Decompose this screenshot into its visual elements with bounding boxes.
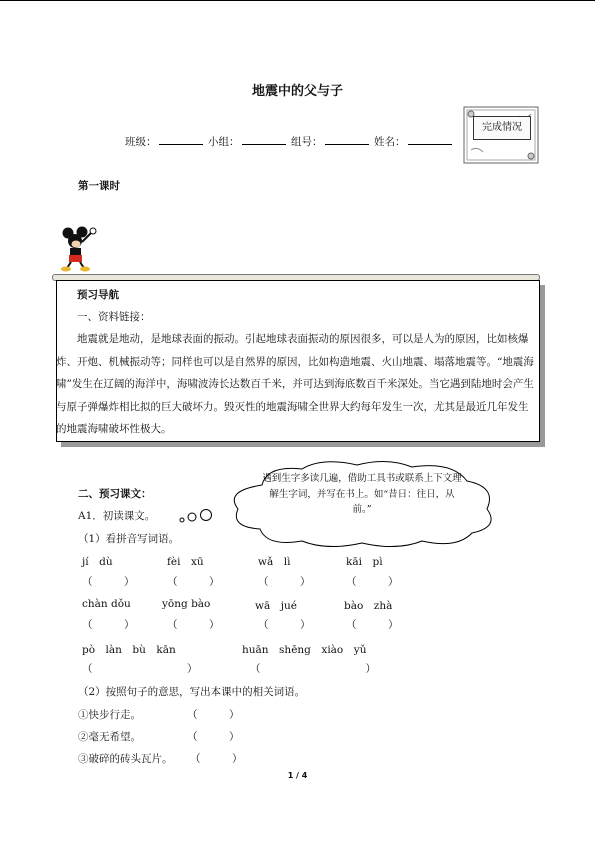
number-blank[interactable] — [325, 144, 369, 145]
name-label: 姓名： — [374, 136, 406, 148]
a1-instruction: A1．初读课文。 — [78, 510, 156, 522]
class-label: 班级： — [125, 136, 157, 148]
top-rule — [0, 0, 595, 1]
completion-status-box — [463, 106, 539, 164]
group-blank[interactable] — [242, 144, 286, 145]
class-blank[interactable] — [159, 144, 203, 145]
page-title: 地震中的父与子 — [251, 84, 343, 99]
item-3-text: ③破碎的砖头瓦片。 — [78, 753, 173, 765]
answer-box-6[interactable]: （ ） — [167, 619, 220, 631]
resource-link-heading: 一、资料链接： — [77, 311, 151, 323]
q1-instruction: （1）看拼音写词语。 — [78, 533, 180, 545]
class-field — [125, 134, 203, 149]
lesson-heading: 第一课时 — [78, 180, 120, 192]
answer-box-10[interactable]: （ ） — [250, 663, 376, 675]
answer-box-4[interactable]: （ ） — [346, 576, 399, 588]
preview-guide-heading: 预习导航 — [77, 289, 119, 301]
number-label: 组号： — [291, 136, 323, 148]
pinyin-9: pò làn bù kān — [82, 644, 176, 656]
pinyin-5: chàn dǒu — [82, 598, 131, 610]
answer-box-5[interactable]: （ ） — [82, 619, 135, 631]
tip-cloud-text: 遇到生字多读几遍，借助工具书或联系上下文理解生字词，并写在书上。如“昔日：往日，从前。” — [262, 473, 462, 515]
group-label: 小组： — [208, 136, 240, 148]
answer-box-8[interactable]: （ ） — [346, 619, 399, 631]
pinyin-2: fèi xū — [167, 556, 204, 568]
answer-box-3[interactable]: （ ） — [258, 576, 311, 588]
answer-box-7[interactable]: （ ） — [258, 619, 311, 631]
mickey-mouse-icon — [58, 226, 98, 272]
tip-cloud — [222, 457, 502, 547]
item-1-answer[interactable]: （ ） — [187, 709, 240, 721]
pinyin-7: wā jué — [255, 600, 297, 612]
number-field — [291, 134, 369, 149]
pinyin-10: huān shēng xiào yǔ — [242, 644, 367, 656]
answer-box-1[interactable]: （ ） — [82, 576, 135, 588]
q2-instruction: （2）按照句子的意思，写出本课中的相关词语。 — [78, 686, 306, 698]
pinyin-4: kāi pì — [346, 556, 383, 568]
pinyin-6: yōng bào — [162, 598, 211, 610]
pinyin-1: jí dù — [82, 556, 113, 568]
name-blank[interactable] — [408, 144, 452, 145]
answer-box-2[interactable]: （ ） — [167, 576, 220, 588]
item-2-text: ②毫无希望。 — [78, 731, 141, 743]
completion-status-label: 完成情况 — [473, 116, 531, 140]
section2-heading: 二、预习课文： — [78, 488, 152, 500]
pinyin-8: bào zhà — [344, 600, 393, 612]
answer-box-9[interactable]: （ ） — [82, 663, 198, 675]
item-1-text: ①快步行走。 — [78, 709, 141, 721]
page-number: 1 / 4 — [287, 771, 308, 780]
item-2-answer[interactable]: （ ） — [187, 731, 240, 743]
name-field — [374, 134, 452, 149]
pinyin-3: wǎ lì — [258, 556, 291, 568]
item-3-answer[interactable]: （ ） — [190, 753, 243, 765]
preview-guide-panel — [56, 280, 540, 442]
thought-bubbles-icon — [178, 505, 228, 527]
earthquake-paragraph: 地震就是地动，是地球表面的振动。引起地球表面振动的原因很多，可以是人为的原因，比如核爆炸、开炮、机械振动等；同样也可以是自然界的原因，比如构造地震、火山地震、塌落地震等。“地震海啸”发生在辽阔的海洋中，海啸波涛长达数百千米，并可达到海底数百千米深处。当它遇到陆地时会产生与原子弹爆炸相比拟的巨大破坏力。毁灭性的地震海啸全世界大约每年发生一次，尤其是最近几年发生的地震海啸破坏性极大。 — [56, 333, 534, 435]
group-field — [208, 134, 286, 149]
